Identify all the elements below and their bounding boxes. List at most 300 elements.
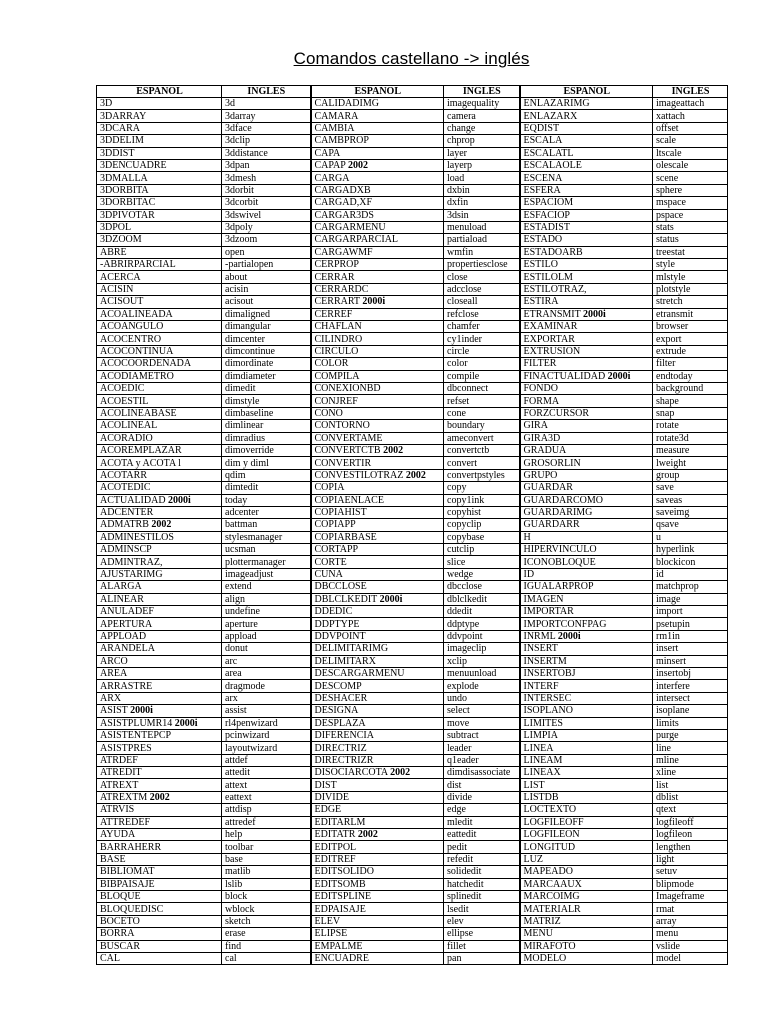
cell-ingles-3: Imageframe	[653, 891, 728, 903]
cell-ingles-3: rmat	[653, 903, 728, 915]
cell-ingles-1: dragmode	[222, 680, 311, 692]
cell-espanol-1: ATREXT	[97, 779, 222, 791]
cell-espanol-3: ESFACIOP	[520, 209, 653, 221]
table-row	[97, 122, 728, 134]
cell-espanol-2: DESCARGARMENU	[311, 667, 444, 679]
cell-ingles-2: wmfin	[444, 246, 520, 258]
cell-espanol-2: DBCCLOSE	[311, 581, 444, 593]
cell-ingles-2: imageclip	[444, 643, 520, 655]
cell-ingles-2: xclip	[444, 655, 520, 667]
cell-espanol-3: ETRANSMIT 2000i	[520, 308, 653, 320]
cell-espanol-1: ABRE	[97, 246, 222, 258]
table-row	[97, 506, 728, 518]
cell-espanol-3: FILTER	[520, 358, 653, 370]
cell-ingles-3: scale	[653, 135, 728, 147]
cell-ingles-2: select	[444, 705, 520, 717]
cell-espanol-3: ESFERA	[520, 184, 653, 196]
cell-ingles-1: imageadjust	[222, 568, 311, 580]
cell-espanol-1: ATTREDEF	[97, 816, 222, 828]
cell-ingles-1: undefine	[222, 606, 311, 618]
cell-ingles-2: copy1ink	[444, 494, 520, 506]
cell-ingles-2: cutclip	[444, 544, 520, 556]
cell-espanol-1: ACOREMPLAZAR	[97, 444, 222, 456]
cell-ingles-2: copyclip	[444, 519, 520, 531]
cell-ingles-3: logfileon	[653, 829, 728, 841]
cell-ingles-2: dblclkedit	[444, 593, 520, 605]
cell-ingles-2: divide	[444, 791, 520, 803]
table-row	[97, 940, 728, 952]
cell-ingles-3: xline	[653, 767, 728, 779]
cell-ingles-3: save	[653, 482, 728, 494]
cell-espanol-3: ESCALATL	[520, 147, 653, 159]
cell-espanol-1: ATREDIT	[97, 767, 222, 779]
cell-espanol-1: ATREXTM 2002	[97, 791, 222, 803]
cell-ingles-1: assist	[222, 705, 311, 717]
table-row	[97, 705, 728, 717]
cell-espanol-2: DIRECTRIZ	[311, 742, 444, 754]
cell-ingles-3: menu	[653, 928, 728, 940]
cell-espanol-2: CONO	[311, 407, 444, 419]
cell-ingles-2: leader	[444, 742, 520, 754]
cell-ingles-2: undo	[444, 692, 520, 704]
cell-ingles-2: hatchedit	[444, 878, 520, 890]
cell-espanol-2: CONVERTCTB 2002	[311, 444, 444, 456]
cell-ingles-2: refclose	[444, 308, 520, 320]
cell-ingles-3: purge	[653, 729, 728, 741]
cell-espanol-1: ADMATRB 2002	[97, 519, 222, 531]
cell-espanol-3: ESTIRA	[520, 296, 653, 308]
cell-espanol-3: INSERTOBJ	[520, 667, 653, 679]
cell-ingles-2: refset	[444, 395, 520, 407]
table-row	[97, 531, 728, 543]
cell-ingles-2: elev	[444, 915, 520, 927]
cell-espanol-2: CONVESTILOTRAZ 2002	[311, 469, 444, 481]
table-row	[97, 866, 728, 878]
cell-ingles-1: dim y diml	[222, 457, 311, 469]
cell-espanol-3: IGUALARPROP	[520, 581, 653, 593]
cell-espanol-3: ESTADOARB	[520, 246, 653, 258]
cell-espanol-3: MARCAAUX	[520, 878, 653, 890]
cell-ingles-1: plottermanager	[222, 556, 311, 568]
cell-ingles-1: find	[222, 940, 311, 952]
cell-ingles-1: base	[222, 853, 311, 865]
cell-espanol-2: CAPAP 2002	[311, 159, 444, 171]
cell-ingles-3: setuv	[653, 866, 728, 878]
table-row	[97, 432, 728, 444]
cell-espanol-1: 3DDELIM	[97, 135, 222, 147]
cell-espanol-3: INTERF	[520, 680, 653, 692]
cell-ingles-2: compile	[444, 370, 520, 382]
table-row	[97, 221, 728, 233]
cell-espanol-1: APPLOAD	[97, 630, 222, 642]
cell-ingles-2: fillet	[444, 940, 520, 952]
cell-espanol-2: DELIMITARX	[311, 655, 444, 667]
cell-ingles-3: rotate	[653, 420, 728, 432]
cell-ingles-2: subtract	[444, 729, 520, 741]
table-row	[97, 829, 728, 841]
cell-ingles-2: mledit	[444, 816, 520, 828]
cell-espanol-1: BASE	[97, 853, 222, 865]
cell-ingles-1: 3dpoly	[222, 221, 311, 233]
cell-espanol-3: LIMITES	[520, 717, 653, 729]
cell-ingles-3: xattach	[653, 110, 728, 122]
cell-ingles-2: convert	[444, 457, 520, 469]
cell-espanol-3: ESTILOTRAZ,	[520, 283, 653, 295]
cell-ingles-3: saveas	[653, 494, 728, 506]
cell-espanol-3: ENLAZARX	[520, 110, 653, 122]
cell-espanol-1: BORRA	[97, 928, 222, 940]
table-row	[97, 209, 728, 221]
cell-espanol-2: CARGARPARCIAL	[311, 234, 444, 246]
cell-espanol-2: CARGAR3DS	[311, 209, 444, 221]
header-espanol-2: ESPANOL	[311, 86, 444, 98]
table-row	[97, 184, 728, 196]
cell-ingles-3: logfileoff	[653, 816, 728, 828]
cell-ingles-3: insertobj	[653, 667, 728, 679]
cell-espanol-1: 3DDIST	[97, 147, 222, 159]
cell-espanol-1: ARRASTRE	[97, 680, 222, 692]
cell-espanol-3: MATRIZ	[520, 915, 653, 927]
table-row	[97, 544, 728, 556]
cell-ingles-2: color	[444, 358, 520, 370]
cell-espanol-2: CONVERTIR	[311, 457, 444, 469]
table-row	[97, 308, 728, 320]
cell-espanol-2: CILINDRO	[311, 333, 444, 345]
cell-ingles-3: insert	[653, 643, 728, 655]
cell-ingles-3: import	[653, 606, 728, 618]
cell-ingles-3: u	[653, 531, 728, 543]
table-row	[97, 271, 728, 283]
cell-ingles-2: dist	[444, 779, 520, 791]
cell-espanol-3: FORZCURSOR	[520, 407, 653, 419]
cell-espanol-1: ASISTENTEPCP	[97, 729, 222, 741]
cell-ingles-3: etransmit	[653, 308, 728, 320]
cell-espanol-1: APERTURA	[97, 618, 222, 630]
commands-table-wrapper	[96, 85, 728, 965]
cell-ingles-1: 3dcorbit	[222, 197, 311, 209]
cell-ingles-1: 3dmesh	[222, 172, 311, 184]
header-ingles-3: INGLES	[653, 86, 728, 98]
cell-espanol-3: H	[520, 531, 653, 543]
cell-ingles-2: dxfin	[444, 197, 520, 209]
cell-ingles-1: area	[222, 667, 311, 679]
cell-espanol-2: COPIAHIST	[311, 506, 444, 518]
cell-ingles-3: id	[653, 568, 728, 580]
cell-espanol-3: INSERTM	[520, 655, 653, 667]
cell-espanol-1: ALINEAR	[97, 593, 222, 605]
cell-ingles-1: battman	[222, 519, 311, 531]
table-row	[97, 767, 728, 779]
table-row	[97, 519, 728, 531]
cell-espanol-2: CARGAWMF	[311, 246, 444, 258]
table-row	[97, 952, 728, 964]
cell-espanol-2: DIFERENCIA	[311, 729, 444, 741]
cell-ingles-1: aperture	[222, 618, 311, 630]
cell-ingles-3: olescale	[653, 159, 728, 171]
cell-espanol-1: -ABRIRPARCIAL	[97, 259, 222, 271]
table-row	[97, 172, 728, 184]
cell-espanol-3: FINACTUALIDAD 2000i	[520, 370, 653, 382]
cell-ingles-1: attext	[222, 779, 311, 791]
table-row	[97, 878, 728, 890]
cell-ingles-1: wblock	[222, 903, 311, 915]
cell-espanol-3: LISTDB	[520, 791, 653, 803]
cell-espanol-2: DIRECTRIZR	[311, 754, 444, 766]
cell-ingles-1: -partialopen	[222, 259, 311, 271]
cell-ingles-3: array	[653, 915, 728, 927]
cell-espanol-3: MARCOIMG	[520, 891, 653, 903]
cell-espanol-2: EDITATR 2002	[311, 829, 444, 841]
cell-espanol-3: HIPERVINCULO	[520, 544, 653, 556]
cell-ingles-2: camera	[444, 110, 520, 122]
table-row	[97, 444, 728, 456]
table-row	[97, 791, 728, 803]
cell-espanol-2: COMPILA	[311, 370, 444, 382]
table-row	[97, 259, 728, 271]
table-row	[97, 159, 728, 171]
cell-espanol-3: GUARDARR	[520, 519, 653, 531]
table-row	[97, 853, 728, 865]
table-row	[97, 841, 728, 853]
cell-ingles-3: sphere	[653, 184, 728, 196]
table-row	[97, 667, 728, 679]
cell-espanol-2: EMPALME	[311, 940, 444, 952]
cell-espanol-2: EDPAISAJE	[311, 903, 444, 915]
cell-ingles-2: cone	[444, 407, 520, 419]
cell-espanol-2: CIRCULO	[311, 345, 444, 357]
cell-ingles-2: lsedit	[444, 903, 520, 915]
cell-espanol-1: ASIST 2000i	[97, 705, 222, 717]
cell-ingles-1: extend	[222, 581, 311, 593]
cell-ingles-1: attdisp	[222, 804, 311, 816]
cell-espanol-2: CONEXIONBD	[311, 382, 444, 394]
cell-espanol-1: 3DENCUADRE	[97, 159, 222, 171]
cell-espanol-1: ADMINSCP	[97, 544, 222, 556]
cell-ingles-1: 3dswivel	[222, 209, 311, 221]
cell-ingles-3: pspace	[653, 209, 728, 221]
table-row	[97, 680, 728, 692]
table-row	[97, 816, 728, 828]
table-row	[97, 568, 728, 580]
header-espanol-3: ESPANOL	[520, 86, 653, 98]
cell-ingles-1: toolbar	[222, 841, 311, 853]
cell-espanol-1: ARANDELA	[97, 643, 222, 655]
cell-ingles-2: convertpstyles	[444, 469, 520, 481]
cell-espanol-2: CORTE	[311, 556, 444, 568]
cell-ingles-3: style	[653, 259, 728, 271]
cell-espanol-1: ACORADIO	[97, 432, 222, 444]
header-espanol-1: ESPANOL	[97, 86, 222, 98]
cell-ingles-1: stylesmanager	[222, 531, 311, 543]
cell-ingles-1: 3dzoom	[222, 234, 311, 246]
cell-ingles-2: copyhist	[444, 506, 520, 518]
cell-ingles-1: lslib	[222, 878, 311, 890]
cell-espanol-2: EDITSOLIDO	[311, 866, 444, 878]
cell-espanol-1: ALARGA	[97, 581, 222, 593]
cell-ingles-1: ucsman	[222, 544, 311, 556]
cell-espanol-3: GROSORLIN	[520, 457, 653, 469]
cell-ingles-3: psetupin	[653, 618, 728, 630]
cell-ingles-2: explode	[444, 680, 520, 692]
cell-ingles-2: chamfer	[444, 321, 520, 333]
cell-ingles-1: dimradius	[222, 432, 311, 444]
cell-ingles-3: stats	[653, 221, 728, 233]
cell-ingles-2: convertctb	[444, 444, 520, 456]
cell-espanol-2: CARGARMENU	[311, 221, 444, 233]
cell-ingles-1: rl4penwizard	[222, 717, 311, 729]
cell-espanol-3: GIRA3D	[520, 432, 653, 444]
cell-ingles-2: dxbin	[444, 184, 520, 196]
cell-espanol-3: LONGITUD	[520, 841, 653, 853]
cell-ingles-2: q1eader	[444, 754, 520, 766]
cell-ingles-2: ellipse	[444, 928, 520, 940]
cell-espanol-1: ADCENTER	[97, 506, 222, 518]
cell-espanol-3: ESTILO	[520, 259, 653, 271]
table-row	[97, 358, 728, 370]
cell-espanol-2: CORTAPP	[311, 544, 444, 556]
cell-espanol-2: ELIPSE	[311, 928, 444, 940]
cell-espanol-2: CONJREF	[311, 395, 444, 407]
cell-ingles-1: erase	[222, 928, 311, 940]
cell-ingles-2: wedge	[444, 568, 520, 580]
table-row	[97, 891, 728, 903]
cell-ingles-2: partiaload	[444, 234, 520, 246]
cell-espanol-2: CERPROP	[311, 259, 444, 271]
cell-espanol-1: ACOTEDIC	[97, 482, 222, 494]
cell-espanol-2: DIVIDE	[311, 791, 444, 803]
cell-ingles-1: 3dclip	[222, 135, 311, 147]
cell-ingles-3: lweight	[653, 457, 728, 469]
cell-ingles-3: limits	[653, 717, 728, 729]
cell-espanol-1: ACISIN	[97, 283, 222, 295]
cell-espanol-3: EXTRUSION	[520, 345, 653, 357]
cell-ingles-3: intersect	[653, 692, 728, 704]
cell-espanol-1: BLOQUEDISC	[97, 903, 222, 915]
cell-espanol-3: LINEA	[520, 742, 653, 754]
cell-espanol-2: CAPA	[311, 147, 444, 159]
cell-espanol-2: COPIA	[311, 482, 444, 494]
cell-espanol-2: EDITARLM	[311, 816, 444, 828]
cell-ingles-2: menuunload	[444, 667, 520, 679]
cell-ingles-1: dimcenter	[222, 333, 311, 345]
cell-espanol-3: MATERIALR	[520, 903, 653, 915]
cell-espanol-3: GUARDAR	[520, 482, 653, 494]
table-row	[97, 420, 728, 432]
cell-ingles-1: attredef	[222, 816, 311, 828]
cell-espanol-2: COPIAPP	[311, 519, 444, 531]
cell-espanol-3: MIRAFOTO	[520, 940, 653, 952]
cell-espanol-1: ATRDEF	[97, 754, 222, 766]
cell-espanol-1: 3DPOL	[97, 221, 222, 233]
cell-espanol-2: CERREF	[311, 308, 444, 320]
cell-ingles-2: imagequality	[444, 98, 520, 110]
table-row	[97, 742, 728, 754]
cell-espanol-3: EXAMINAR	[520, 321, 653, 333]
cell-ingles-3: vslide	[653, 940, 728, 952]
cell-ingles-1: 3dpan	[222, 159, 311, 171]
cell-espanol-1: 3DPIVOTAR	[97, 209, 222, 221]
table-row	[97, 110, 728, 122]
cell-espanol-3: GRUPO	[520, 469, 653, 481]
table-row	[97, 643, 728, 655]
table-row	[97, 606, 728, 618]
cell-espanol-2: DIST	[311, 779, 444, 791]
cell-ingles-2: solidedit	[444, 866, 520, 878]
cell-espanol-1: 3D	[97, 98, 222, 110]
table-row	[97, 283, 728, 295]
cell-ingles-3: browser	[653, 321, 728, 333]
cell-ingles-2: move	[444, 717, 520, 729]
cell-ingles-3: background	[653, 382, 728, 394]
cell-ingles-1: 3d	[222, 98, 311, 110]
cell-espanol-3: ENLAZARIMG	[520, 98, 653, 110]
header-ingles-1: INGLES	[222, 86, 311, 98]
cell-ingles-2: ameconvert	[444, 432, 520, 444]
table-row	[97, 234, 728, 246]
cell-ingles-2: pedit	[444, 841, 520, 853]
table-row	[97, 147, 728, 159]
table-row	[97, 457, 728, 469]
cell-ingles-3: minsert	[653, 655, 728, 667]
cell-espanol-1: BIBLIOMAT	[97, 866, 222, 878]
cell-ingles-2: menuload	[444, 221, 520, 233]
cell-espanol-2: DDEDIC	[311, 606, 444, 618]
cell-espanol-1: AREA	[97, 667, 222, 679]
cell-espanol-2: CONTORNO	[311, 420, 444, 432]
cell-espanol-1: CAL	[97, 952, 222, 964]
cell-espanol-2: ELEV	[311, 915, 444, 927]
cell-espanol-1: ACTUALIDAD 2000i	[97, 494, 222, 506]
cell-ingles-3: status	[653, 234, 728, 246]
cell-ingles-2: adcclose	[444, 283, 520, 295]
cell-espanol-1: ACOTARR	[97, 469, 222, 481]
cell-espanol-1: ACODIAMETRO	[97, 370, 222, 382]
cell-ingles-1: dimtedit	[222, 482, 311, 494]
table-row	[97, 928, 728, 940]
cell-ingles-3: saveimg	[653, 506, 728, 518]
cell-ingles-3: dblist	[653, 791, 728, 803]
cell-ingles-1: attedit	[222, 767, 311, 779]
cell-espanol-1: 3DMALLA	[97, 172, 222, 184]
cell-ingles-1: block	[222, 891, 311, 903]
cell-ingles-3: interfere	[653, 680, 728, 692]
cell-espanol-2: COPIAENLACE	[311, 494, 444, 506]
cell-ingles-3: lengthen	[653, 841, 728, 853]
cell-espanol-1: ARX	[97, 692, 222, 704]
cell-espanol-3: ESCENA	[520, 172, 653, 184]
cell-ingles-3: scene	[653, 172, 728, 184]
cell-espanol-3: INTERSEC	[520, 692, 653, 704]
cell-ingles-2: layer	[444, 147, 520, 159]
cell-espanol-1: BLOQUE	[97, 891, 222, 903]
table-row	[97, 630, 728, 642]
cell-ingles-3: light	[653, 853, 728, 865]
cell-ingles-2: copybase	[444, 531, 520, 543]
table-row	[97, 779, 728, 791]
header-ingles-2: INGLES	[444, 86, 520, 98]
cell-ingles-2: load	[444, 172, 520, 184]
table-row	[97, 345, 728, 357]
cell-espanol-3: GRADUA	[520, 444, 653, 456]
cell-espanol-3: LINEAX	[520, 767, 653, 779]
cell-espanol-2: CARGA	[311, 172, 444, 184]
cell-ingles-3: group	[653, 469, 728, 481]
cell-ingles-3: filter	[653, 358, 728, 370]
table-row	[97, 581, 728, 593]
cell-espanol-2: DESIGNA	[311, 705, 444, 717]
cell-espanol-2: DESPLAZA	[311, 717, 444, 729]
cell-espanol-2: EDITREF	[311, 853, 444, 865]
